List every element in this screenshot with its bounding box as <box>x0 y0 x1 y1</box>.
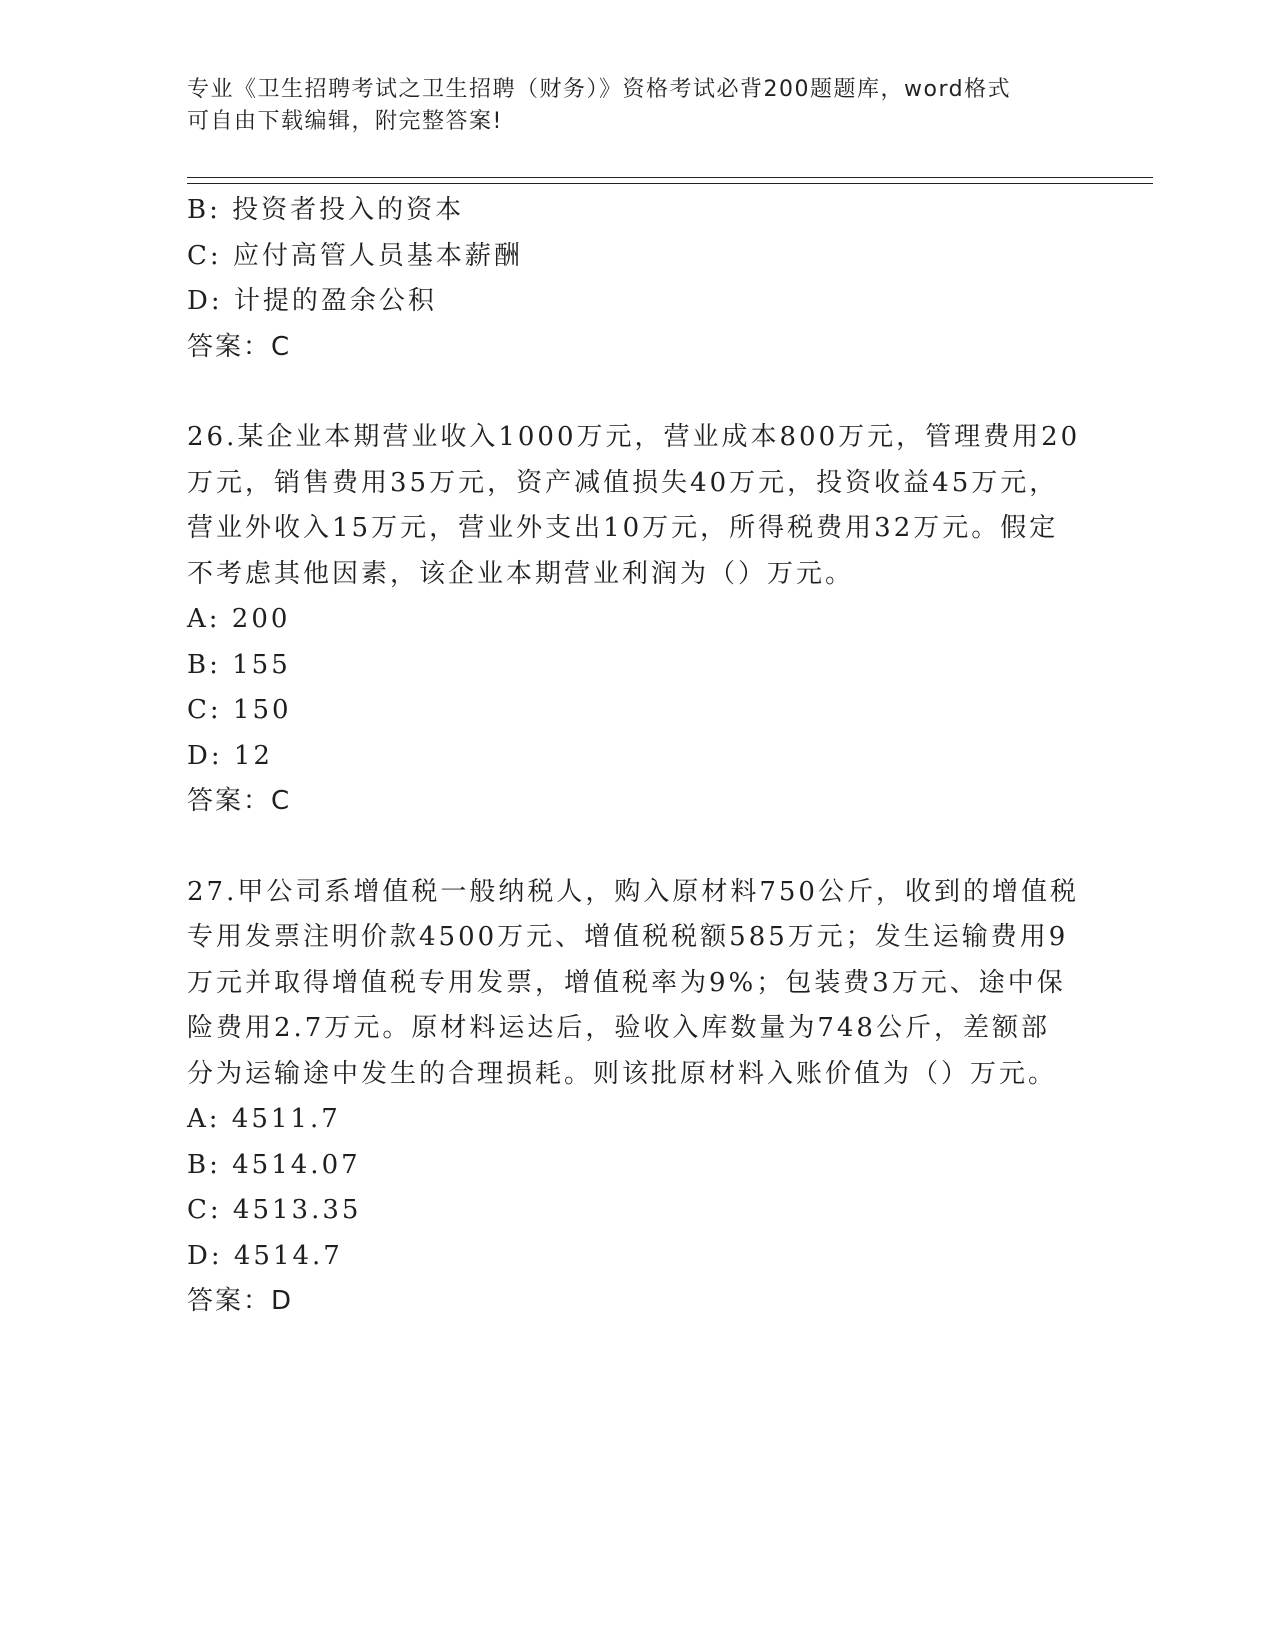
header-line-1: 专业《卫生招聘考试之卫生招聘（财务）》资格考试必背200题题库，word格式 <box>187 77 1012 102</box>
option-b: B: 155 <box>187 649 291 680</box>
option-b: B: 4514.07 <box>187 1149 361 1180</box>
question-stem-line: 不考虑其他因素，该企业本期营业利润为（）万元。 <box>187 558 855 589</box>
option-c: C: 150 <box>187 695 292 725</box>
option-b: B: 投资者投入的资本 <box>187 195 465 225</box>
option-d: D: 12 <box>187 740 273 771</box>
question-stem-line: 分为运输途中发生的合理损耗。则该批原材料入账价值为（）万元。 <box>187 1058 1058 1089</box>
answer: 答案：C <box>187 786 292 816</box>
header-line-2: 可自由下载编辑，附完整答案! <box>187 109 503 134</box>
spacer <box>187 370 1087 415</box>
document-body <box>187 188 1087 1325</box>
option-d: D: 4514.7 <box>187 1240 343 1271</box>
option-c: C: 4513.35 <box>187 1195 362 1225</box>
option-d: D: 计提的盈余公积 <box>187 286 437 316</box>
question-27 <box>187 870 1087 1325</box>
answer: 答案：C <box>187 331 292 362</box>
header-divider-top <box>187 177 1153 178</box>
question-stem-line: 26.某企业本期营业收入1000万元，营业成本800万元，管理费用20 <box>187 422 1081 452</box>
question-stem-line: 险费用2.7万元。原材料运达后，验收入库数量为748公斤，差额部 <box>187 1013 1050 1043</box>
option-a: A: 4511.7 <box>187 1104 341 1134</box>
question-26 <box>187 415 1087 825</box>
question-stem-line: 专用发票注明价款4500万元、增值税税额585万元；发生运输费用9 <box>187 922 1069 952</box>
spacer <box>187 825 1087 870</box>
option-a: A: 200 <box>187 604 291 634</box>
question-stem-line: 营业外收入15万元，营业外支出10万元，所得税费用32万元。假定 <box>187 513 1059 543</box>
question-stem-line: 万元并取得增值税专用发票，增值税率为9%；包装费3万元、途中保 <box>187 967 1066 998</box>
header-divider-bottom <box>187 183 1153 184</box>
question-25-continued <box>187 188 1087 370</box>
answer: 答案：D <box>187 1286 294 1316</box>
document-header <box>187 74 1087 138</box>
question-stem-line: 27.甲公司系增值税一般纳税人，购入原材料750公斤，收到的增值税 <box>187 876 1079 907</box>
question-stem-line: 万元，销售费用35万元，资产减值损失40万元，投资收益45万元， <box>187 467 1059 498</box>
option-c: C: 应付高管人员基本薪酬 <box>187 240 523 271</box>
